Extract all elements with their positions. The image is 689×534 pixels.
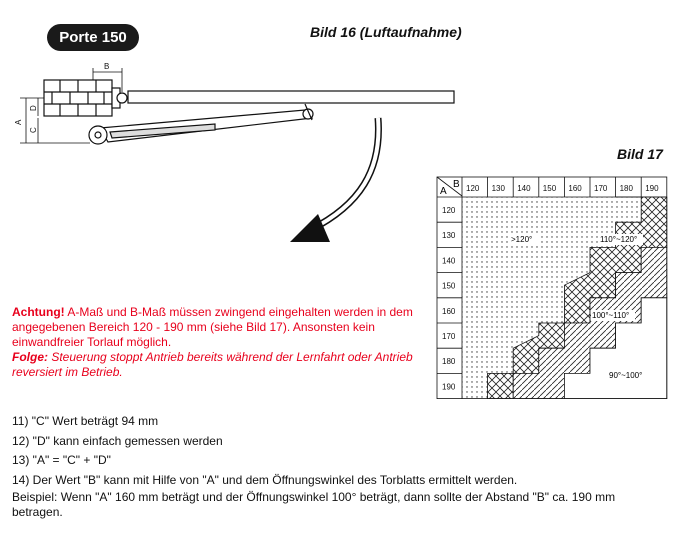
corner-b: B xyxy=(453,179,460,190)
corner-a: A xyxy=(440,186,447,197)
col-header: 150 xyxy=(542,184,557,193)
col-header: 190 xyxy=(645,184,659,193)
col-header: 130 xyxy=(491,184,505,193)
example-text: Beispiel: Wenn "A" 160 mm beträgt und der Öffnungswinkel 100° beträgt, dann sollte der Abstand "B" ca. 190 mm betragen. xyxy=(12,490,616,519)
row-header: 190 xyxy=(442,382,456,392)
zone-label-dotted: >120° xyxy=(511,235,533,244)
step-item: 12) "D" kann einfach gemessen werden xyxy=(12,433,223,448)
warning-text xyxy=(12,305,427,380)
col-header: 160 xyxy=(568,184,582,193)
figure-16-title: Bild 16 (Luftaufnahme) xyxy=(310,24,462,40)
zone-label-diagonal: 100°~110° xyxy=(592,311,630,320)
row-header: 130 xyxy=(442,231,456,241)
folge-label: Folge: xyxy=(12,350,48,364)
col-header: 170 xyxy=(594,184,608,193)
col-header: 140 xyxy=(517,184,531,193)
row-header: 150 xyxy=(442,281,456,291)
steps-list xyxy=(12,412,517,490)
row-header: 170 xyxy=(442,332,456,341)
row-header: 160 xyxy=(442,306,456,316)
step-item: 13) "A" = "C" + "D" xyxy=(12,453,111,467)
label-a: A xyxy=(14,119,23,125)
col-header: 180 xyxy=(619,184,633,193)
label-d: D xyxy=(29,105,38,111)
label-b: B xyxy=(104,62,110,71)
step-item: 11) "C" Wert beträgt 94 mm xyxy=(12,414,159,428)
model-badge: Porte 150 xyxy=(47,24,139,51)
step-item: 14) Der Wert "B" kann mit Hilfe von "A" und dem Öffnungswinkel des Torblatts ermittelt werden. xyxy=(12,472,518,487)
row-header: 120 xyxy=(442,206,456,215)
folge-text: Steuerung stoppt Antrieb bereits während der Lernfahrt oder Antrieb reversiert im Betrieb. xyxy=(12,350,413,379)
achtung-text: A-Maß und B-Maß müssen zwingend eingehalten werden in dem angegebenen Bereich 120 - 190 mm (siehe Bild 17). Ansonsten kein einwandfreier Torlauf möglich. xyxy=(12,305,413,349)
col-header: 120 xyxy=(466,184,480,193)
row-header: 140 xyxy=(442,256,456,266)
zone-label-crosshatch: 110°~120° xyxy=(600,235,638,244)
row-header: 180 xyxy=(442,357,456,367)
achtung-label: Achtung! xyxy=(12,305,65,319)
label-c: C xyxy=(29,127,38,133)
figure-17-title: Bild 17 xyxy=(617,146,663,162)
zone-label-blank: 90°~100° xyxy=(609,371,643,380)
